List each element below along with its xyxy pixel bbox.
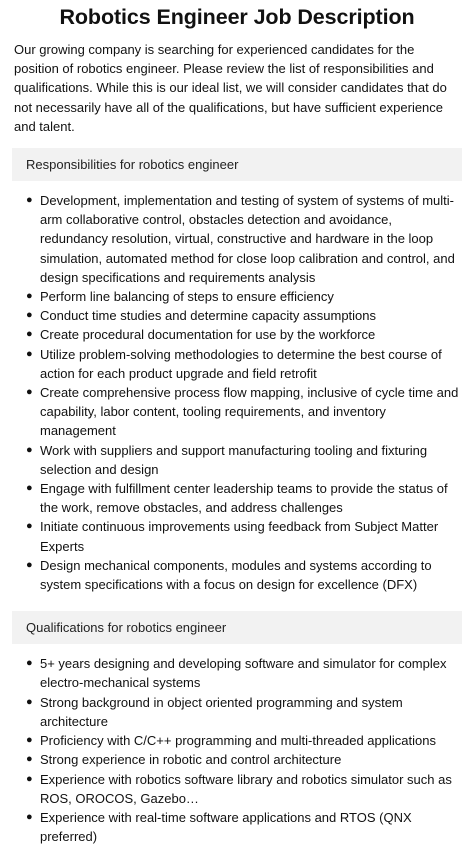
list-item-text: Perform line balancing of steps to ensure efficiency: [40, 289, 334, 305]
list-item: [26, 770, 462, 808]
list-item-text: Engage with fulfillment center leadership teams to provide the status of the work, remove obstacles, and address challenges: [40, 481, 448, 516]
responsibilities-heading: Responsibilities for robotics engineer: [12, 148, 462, 181]
bullet-icon: ●: [26, 309, 33, 322]
bullet-icon: ●: [26, 810, 33, 823]
qualifications-list: [12, 654, 462, 846]
bullet-icon: ●: [26, 520, 33, 533]
list-item: [26, 287, 462, 306]
list-item: [26, 808, 462, 846]
list-item: [26, 345, 462, 383]
list-item: [26, 479, 462, 517]
list-item: [26, 191, 462, 287]
list-item: [26, 731, 462, 750]
list-item-text: Experience with robotics software library and robotics simulator such as ROS, OROCOS, Gazebo…: [40, 771, 452, 806]
list-item: [26, 750, 462, 769]
bullet-icon: ●: [26, 734, 33, 747]
qualifications-heading: Qualifications for robotics engineer: [12, 611, 462, 644]
bullet-icon: ●: [26, 443, 33, 456]
list-item-text: Create procedural documentation for use by the workforce: [40, 327, 376, 343]
list-item: [26, 383, 462, 441]
list-item-text: 5+ years designing and developing software and simulator for complex electro-mechanical systems: [40, 656, 447, 691]
list-item-text: Strong experience in robotic and control architecture: [40, 752, 342, 768]
list-item-text: Design mechanical components, modules and systems according to system specifications with a focus on design for excellence (DFX): [40, 557, 432, 593]
bullet-icon: ●: [26, 290, 33, 303]
list-item: [26, 306, 462, 325]
list-item-text: Strong background in object oriented programming and system architecture: [40, 694, 403, 729]
bullet-icon: ●: [26, 386, 33, 399]
list-item-text: Create comprehensive process flow mapping, inclusive of cycle time and capability, labor content, tooling requirements, and inventory management: [40, 385, 459, 439]
list-item-text: Work with suppliers and support manufacturing tooling and fixturing selection and design: [40, 442, 428, 477]
bullet-icon: ●: [26, 695, 33, 708]
list-item: [26, 654, 462, 692]
page-title: Robotics Engineer Job Description: [59, 5, 415, 29]
list-item-text: Development, implementation and testing of system of systems of multi-arm collaborative control, obstacles detection and avoidance, redundancy resolution, virtual, constructive and hardware in the loop simulation, automated method for close loop calibration and control, and design specifications and requirements analysis: [40, 193, 455, 285]
responsibilities-list: [12, 191, 462, 594]
bullet-icon: ●: [26, 194, 33, 207]
list-item-text: Utilize problem-solving methodologies to determine the best course of action for each product upgrade and field retrofit: [40, 346, 442, 381]
list-item: [26, 693, 462, 731]
bullet-icon: ●: [26, 772, 33, 785]
bullet-icon: ●: [26, 558, 33, 571]
intro-paragraph: Our growing company is searching for experienced candidates for the position of robotics engineer. Please review the list of responsibilities and qualifications. While this is our ideal list, we will consider candidates that do not necessarily have all of the qualifications, but have sufficient experience and talent.: [14, 42, 447, 134]
list-item-text: Conduct time studies and determine capacity assumptions: [40, 308, 377, 324]
list-item: [26, 441, 462, 479]
bullet-icon: ●: [26, 753, 33, 766]
list-item: [26, 325, 462, 344]
list-item: [26, 517, 462, 555]
bullet-icon: ●: [26, 482, 33, 495]
list-item-text: Initiate continuous improvements using feedback from Subject Matter Experts: [40, 519, 439, 554]
bullet-icon: ●: [26, 328, 33, 341]
list-item-text: Proficiency with C/C++ programming and multi-threaded applications: [40, 733, 436, 749]
bullet-icon: ●: [26, 347, 33, 360]
bullet-icon: ●: [26, 657, 33, 670]
list-item-text: Experience with real-time software applications and RTOS (QNX preferred): [40, 809, 412, 845]
list-item: [26, 556, 462, 594]
